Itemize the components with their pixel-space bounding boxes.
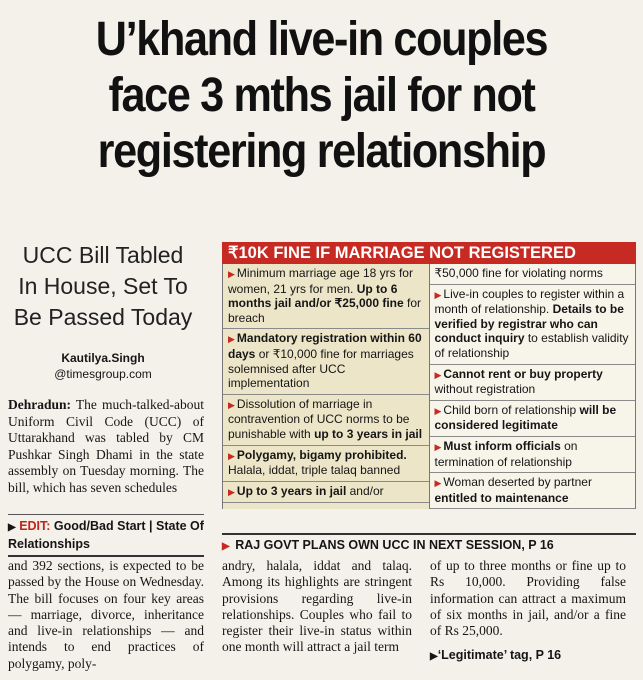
- panel-left-item-bold: Polygamy, bigamy prohibited.: [236, 447, 407, 462]
- bullet-arrow-icon: ▶: [228, 450, 235, 461]
- bullet-arrow-icon: ▶: [434, 441, 442, 452]
- panel-left-item-post: or ₹10,000 fine for marriages solemnised after UCC implementation: [228, 346, 414, 391]
- raj-reference[interactable]: [222, 533, 636, 555]
- panel-right-item: [430, 365, 636, 401]
- bullet-arrow-icon: ▶: [228, 269, 235, 279]
- panel-left-item: [223, 329, 429, 394]
- panel-right-item-post: without registration: [434, 382, 536, 397]
- panel-left-item-post: and/or: [346, 483, 384, 498]
- panel-left-item: [223, 395, 429, 446]
- body-column-3: [430, 558, 626, 666]
- lead-text: The much-talked-about Uniform Civil Code (UCC) of Uttarakhand was tabled by CM Pushkar Singh Dhami in the state assembly on Tuesday morning. The bill, which has seven schedules: [8, 397, 204, 495]
- headline: [32, 12, 611, 180]
- bullet-arrow-icon: ▶: [228, 486, 235, 497]
- panel-right-item: [430, 473, 636, 509]
- panel-left-item-bold: Up to 6 months jail and/or ₹25,000 fine: [228, 281, 404, 311]
- lead-paragraph: [8, 397, 204, 496]
- panel-right-item-post: on termination of relationship: [434, 438, 578, 469]
- bullet-arrow-icon: ▶: [228, 399, 235, 410]
- play-arrow-icon: ▶: [8, 522, 16, 533]
- panel-right-item-pre: Child born of relationship: [443, 402, 580, 417]
- bullet-arrow-icon: ▶: [228, 334, 235, 345]
- bullet-arrow-icon: ▶: [434, 478, 442, 489]
- panel-right-item: [430, 264, 636, 285]
- panel-right-item: [430, 401, 636, 437]
- panel-right-item-bold: Details to be verified by registrar who can conduct inquiry: [434, 302, 624, 346]
- play-arrow-icon: ▶: [222, 541, 230, 552]
- bullet-arrow-icon: ▶: [434, 369, 442, 380]
- panel-right-column: [430, 264, 636, 509]
- subheadline: [8, 240, 198, 333]
- panel-left-item-post: Halala, iddat, triple talaq banned: [228, 463, 401, 478]
- body-column-2: andry, halala, iddat and talaq. Among its highlights are stringent provisions regarding live-in relationships. Couples who fail to register their live-in status within one month will attract a jail term: [222, 558, 412, 655]
- panel-right-item-pre: ₹50,000 fine for violating norms: [434, 266, 603, 280]
- panel-title: ₹10K FINE IF MARRIAGE NOT REGISTERED: [222, 242, 636, 264]
- panel-right-item-bold: Must inform officials: [443, 438, 561, 453]
- byline-handle: @timesgroup.com: [54, 367, 152, 381]
- bullet-arrow-icon: ▶: [434, 405, 442, 416]
- byline-name: Kautilya.Singh: [61, 351, 145, 365]
- panel-left-item: [223, 482, 429, 504]
- dateline: Dehradun:: [8, 397, 72, 412]
- panel-right-item-bold: will be considered legitimate: [434, 402, 617, 433]
- panel-left-item-bold: Up to 3 years in jail: [236, 483, 347, 498]
- raj-text: RAJ GOVT PLANS OWN UCC IN NEXT SESSION, P 16: [235, 538, 554, 552]
- panel-left-item: [223, 446, 429, 482]
- info-panel: [222, 242, 636, 509]
- panel-left-column: [223, 264, 430, 509]
- legitimate-reference[interactable]: [430, 647, 626, 665]
- edit-text: Good/Bad Start | State Of Relationships: [8, 519, 204, 551]
- panel-table: [222, 264, 636, 509]
- panel-right-item-bold: Cannot rent or buy property: [443, 366, 603, 381]
- headline-line-3: registering relationship: [97, 125, 546, 178]
- body-column-3-text: of up to three months or fine up to Rs 10,000. Providing false information can attract a maximum of six months in jail, and/or a fine of Rs 25,000.: [430, 558, 626, 639]
- panel-right-item-pre: Woman deserted by partner: [443, 475, 592, 490]
- subhead-line-3: Be Passed Today: [13, 304, 193, 330]
- panel-right-item: [430, 437, 636, 473]
- panel-left-item-bold: up to 3 years in jail: [314, 426, 423, 441]
- headline-line-1: U’khand live-in couples: [95, 13, 548, 66]
- panel-left-item-bold: Mandatory registration within 60 days: [228, 331, 422, 361]
- panel-right-item: [430, 285, 636, 365]
- edit-label: EDIT:: [19, 519, 51, 533]
- panel-left-item-pre: Dissolution of marriage in contravention of UCC norms to be punishable with: [228, 396, 410, 441]
- panel-right-item-pre: Live-in couples to register within a month of relationship.: [434, 286, 625, 317]
- headline-line-2: face 3 mths jail for not: [108, 69, 535, 122]
- byline: [8, 350, 198, 382]
- subhead-line-2: In House, Set To: [18, 273, 188, 299]
- panel-left-item: [223, 264, 429, 329]
- legitimate-reference-text: ‘Legitimate’ tag, P 16: [437, 648, 562, 663]
- bullet-arrow-icon: ▶: [434, 289, 442, 300]
- panel-right-item-post: to establish validity of relationship: [434, 331, 629, 360]
- play-arrow-icon: ▶: [430, 651, 438, 663]
- subhead-line-1: UCC Bill Tabled: [22, 242, 184, 268]
- panel-right-item-bold: entitled to maintenance: [434, 490, 569, 505]
- panel-left-item-post: for breach: [228, 296, 422, 325]
- edit-reference[interactable]: [8, 514, 204, 557]
- body-column-1: and 392 sections, is expected to be passed by the House on Wednesday. The bill focuses on four key areas — marriage, divorce, inheritance and live-in relationships — and intends to end practices of polygamy, poly-: [8, 558, 204, 671]
- panel-left-item-pre: Minimum marriage age 18 yrs for women, 21 yrs for men.: [228, 266, 413, 296]
